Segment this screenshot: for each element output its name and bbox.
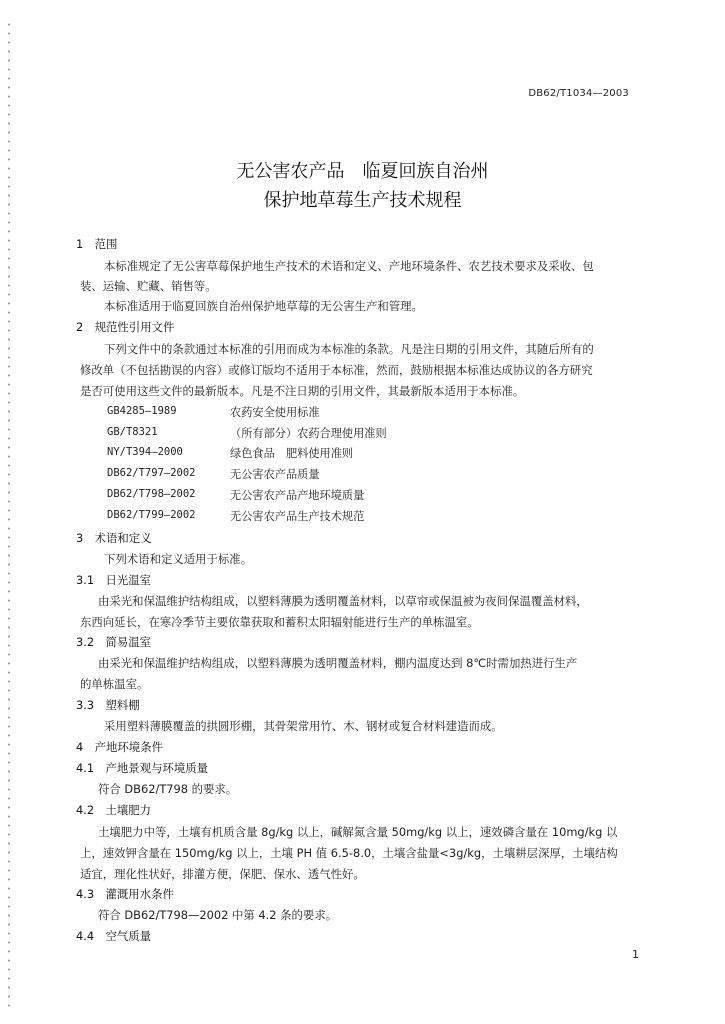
reference-name: 无公害农产品质量 — [230, 468, 320, 481]
section-3-heading: 3 术语和定义 — [76, 531, 152, 545]
paragraph-line: 是否可使用这些文件的最新版本。凡是不注日期的引用文件，其最新版本适用于本标准。 — [80, 384, 525, 398]
paragraph-line: 适宜，理化性状好，排灌方便，保肥、保水、透气性好。 — [80, 867, 365, 881]
document-title-line-1: 无公害农产品 临夏回族自治州 — [236, 161, 489, 182]
paragraph-line: 上，速效钾含量在 150mg/kg 以上，土壤 PH 值 6.5-8.0，土壤含盐量<3g/kg，土壤耕层深厚，土壤结构 — [80, 846, 618, 860]
section-4-2-heading: 4.2 土壤肥力 — [76, 803, 152, 817]
section-3-1-heading: 3.1 日光温室 — [76, 573, 152, 587]
paragraph-line: 符合 DB62/T798—2002 中第 4.2 条的要求。 — [98, 908, 338, 922]
paragraph-line: 下列术语和定义适用于标准。 — [104, 552, 253, 566]
paragraph-line: 本标准规定了无公害草莓保护地生产技术的术语和定义、产地环境条件、农艺技术要求及采收、包 — [104, 259, 594, 273]
section-2-heading: 2 规范性引用文件 — [76, 320, 175, 334]
reference-name: （所有部分）农药合理使用准则 — [230, 427, 387, 440]
section-4-4-heading: 4.4 空气质量 — [76, 929, 152, 943]
paragraph-line: 东西向延长，在寒冷季节主要依靠获取和蓄积太阳辐射能进行生产的单栋温室。 — [80, 615, 479, 629]
paragraph-line: 本标准适用于临夏回族自治州保护地草莓的无公害生产和管理。 — [104, 299, 423, 313]
reference-name: 无公害农产品生产技术规范 — [230, 510, 365, 523]
reference-code: DB62/T797—2002 — [107, 467, 196, 479]
section-4-3-heading: 4.3 灌溉用水条件 — [76, 887, 174, 901]
paragraph-line: 修改单（不包括勘误的内容）或修订版均不适用于本标准，然而，鼓励根据本标准达成协议的各方研究 — [80, 363, 593, 377]
reference-code: NY/T394—2000 — [107, 446, 183, 458]
paragraph-line: 土壤肥力中等，土壤有机质含量 8g/kg 以上，碱解氮含量 50mg/kg 以上，速效磷含量在 10mg/kg 以 — [98, 825, 618, 839]
reference-name: 农药安全使用标准 — [230, 406, 320, 419]
reference-code: GB4285—1989 — [107, 405, 177, 417]
paragraph-line: 装、运输、贮藏、销售等。 — [80, 279, 217, 293]
paragraph-line: 符合 DB62/T798 的要求。 — [98, 782, 238, 796]
paragraph-line: 下列文件中的条款通过本标准的引用而成为本标准的条款。凡是注日期的引用文件，其随后所有的 — [104, 342, 594, 356]
document-title-line-2: 保护地草莓生产技术规程 — [263, 190, 462, 211]
paragraph-line: 采用塑料薄膜覆盖的拱圆形棚，其骨架常用竹、木、钢材或复合材料建造而成。 — [104, 719, 503, 733]
paragraph-line: 由采光和保温维护结构组成，以塑料薄膜为透明覆盖材料，以草帘或保温被为夜间保温覆盖材料， — [98, 594, 588, 608]
section-1-heading: 1 范围 — [76, 237, 118, 251]
paragraph-line: 由采光和保温维护结构组成，以塑料薄膜为透明覆盖材料，棚内温度达到 8℃时需加热进行生产 — [98, 656, 578, 670]
reference-name: 绿色食品 肥料使用准则 — [230, 447, 354, 460]
section-4-heading: 4 产地环境条件 — [76, 740, 163, 754]
reference-name: 无公害农产品产地环境质量 — [230, 489, 365, 502]
standard-code: DB62/T1034—2003 — [528, 88, 629, 99]
section-3-2-heading: 3.2 简易温室 — [76, 635, 152, 649]
page-number: 1 — [632, 948, 639, 961]
reference-code: GB/T8321 — [107, 426, 158, 438]
section-3-3-heading: 3.3 塑料棚 — [76, 698, 140, 712]
paragraph-line: 的单栋温室。 — [80, 677, 149, 691]
reference-code: DB62/T798—2002 — [107, 488, 196, 500]
section-4-1-heading: 4.1 产地景观与环境质量 — [76, 761, 209, 775]
reference-code: DB62/T799—2002 — [107, 509, 196, 521]
